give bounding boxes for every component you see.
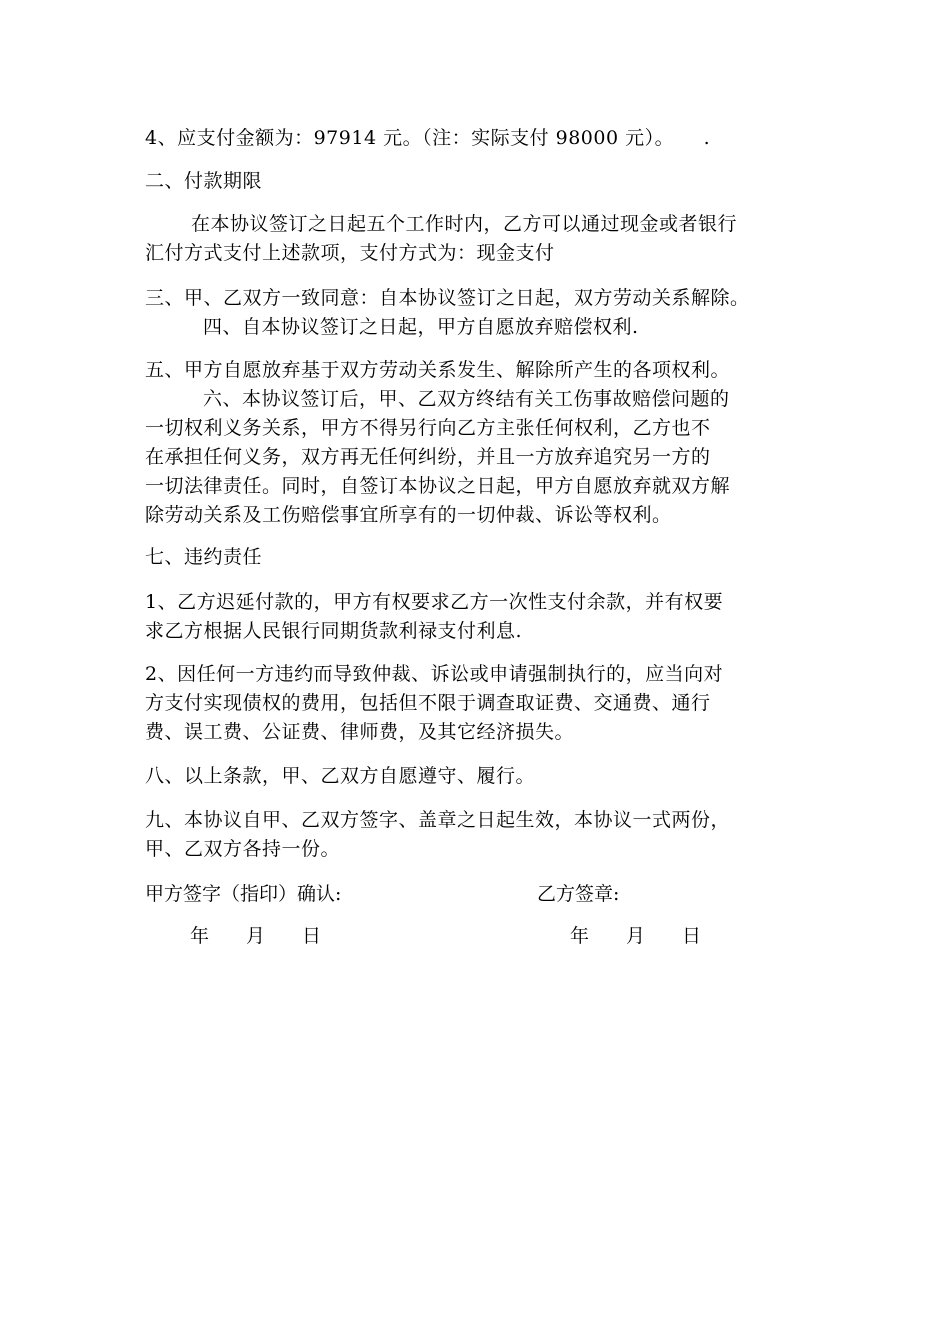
- party-a-signature-label: 甲方签字（指印）确认:: [145, 883, 342, 905]
- party-a-date: [190, 922, 321, 951]
- party-a-month-label: 月: [246, 925, 266, 947]
- party-b-month-label: 月: [626, 925, 646, 947]
- section-2-title: [145, 167, 815, 196]
- party-b-signature-label: 乙方签章:: [537, 883, 620, 905]
- section-6-line-3: 在承担任何义务，双方再无任何纠纷，并且一方放弃追究另一方的: [145, 446, 711, 468]
- payment-amount-line: 4、应支付金额为：97914 元。（注：实际支付 98000 元）。 .: [145, 127, 711, 149]
- party-a-day-label: 日: [302, 925, 322, 947]
- party-a-year-label: 年: [190, 925, 210, 947]
- party-b-year-label: 年: [570, 925, 590, 947]
- section-7-item-1-line-1: 1、乙方迟延付款的，甲方有权要求乙方一次性支付余款，并有权要: [145, 591, 724, 613]
- section-7-item-2: [145, 660, 815, 747]
- section-9-line-1: 九、本协议自甲、乙双方签字、盖章之日起生效，本协议一式两份，: [145, 809, 731, 831]
- section-2-body-line-2: 汇付方式支付上述款项，支付方式为：现金支付: [145, 242, 555, 264]
- section-6-line-5: 除劳动关系及工伤赔偿事宜所享有的一切仲裁、诉讼等权利。: [145, 504, 672, 526]
- section-3-4: [145, 284, 815, 342]
- section-7-title: [145, 543, 815, 572]
- section-8-line: 八、以上条款，甲、乙双方自愿遵守、履行。: [145, 765, 536, 787]
- section-2-body-line-1: 在本协议签订之日起五个工作时内，乙方可以通过现金或者银行: [191, 213, 738, 235]
- section-8: [145, 762, 815, 791]
- section-6-line-2: 一切权利义务关系，甲方不得另行向乙方主张任何权利，乙方也不: [145, 417, 711, 439]
- party-b-day-label: 日: [682, 925, 702, 947]
- section-2-title-text: 二、付款期限: [145, 170, 263, 192]
- payment-amount-clause: [145, 124, 815, 153]
- section-3-line: 三、甲、乙双方一致同意：自本协议签订之日起，双方劳动关系解除。: [145, 287, 750, 309]
- section-2-body: [145, 210, 815, 268]
- section-9-line-2: 甲、乙双方各持一份。: [145, 838, 341, 860]
- section-5-line: 五、甲方自愿放弃基于双方劳动关系发生、解除所产生的各项权利。: [145, 359, 731, 381]
- section-6-line-1: 六、本协议签订后，甲、乙双方终结有关工伤事故赔偿问题的: [203, 388, 730, 410]
- section-6-line-4: 一切法律责任。同时，自签订本协议之日起，甲方自愿放弃就双方解: [145, 475, 731, 497]
- section-4-line: 四、自本协议签订之日起，甲方自愿放弃赔偿权利.: [203, 316, 639, 338]
- section-7-title-text: 七、违约责任: [145, 546, 263, 568]
- section-7-item-1-line-2: 求乙方根据人民银行同期货款利禄支付利息.: [145, 620, 523, 642]
- section-9: [145, 806, 815, 864]
- section-7-item-2-line-2: 方支付实现债权的费用，包括但不限于调查取证费、交通费、通行: [145, 692, 711, 714]
- section-7-item-2-line-3: 费、误工费、公证费、律师费，及其它经济损失。: [145, 721, 575, 743]
- section-7-item-1: [145, 588, 815, 646]
- section-5-6: [145, 356, 815, 530]
- party-b-date: [570, 922, 701, 951]
- section-7-item-2-line-1: 2、因任何一方违约而导致仲裁、诉讼或申请强制执行的，应当向对: [145, 663, 724, 685]
